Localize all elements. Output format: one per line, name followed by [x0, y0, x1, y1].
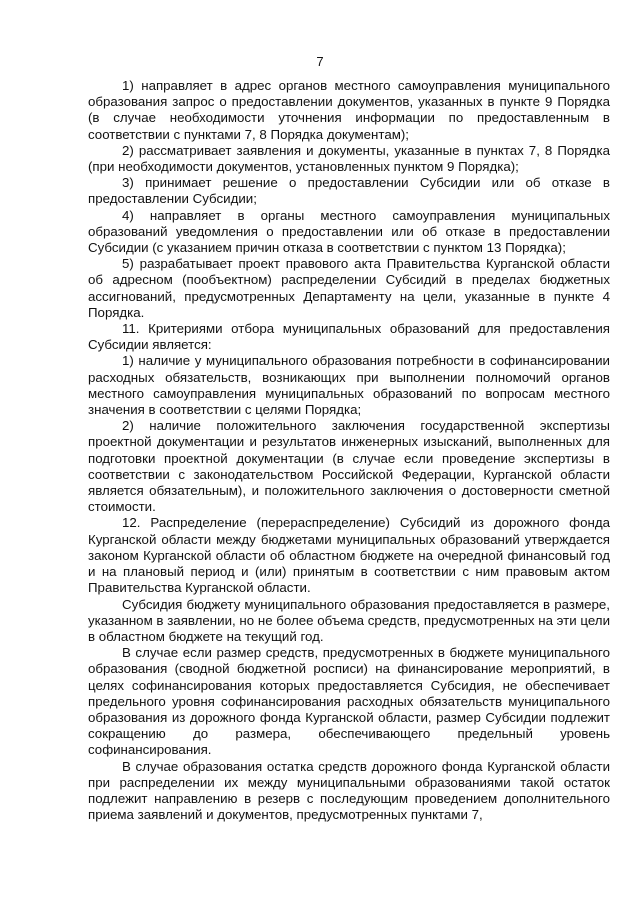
paragraph-11: 11. Критериями отбора муниципальных образований для предоставления Субсидии является: [88, 321, 610, 353]
paragraph-10-1: 1) направляет в адрес органов местного самоуправления муниципального образования запрос о предоставлении документов, указанных в пункте 9 Порядка (в случае необходимости уточнения информации по предоставленным в соответствии с пунктами 7, 8 Порядка документам); [88, 78, 610, 142]
paragraph-10-2: 2) рассматривает заявления и документы, указанные в пунктах 7, 8 Порядка (при необходимости документов, установленных пунктом 9 Порядка); [88, 142, 610, 175]
page-number: 7 [316, 54, 324, 69]
paragraph-10-5: 5) разрабатывает проект правового акта Правительства Курганской области об адресном (пообъектном) распределении Субсидий в пределах бюджетных ассигнований, предусмотренных Департаменту на цели, указанные в пункте 4 Порядка. [88, 256, 610, 320]
paragraph-12: 12. Распределение (перераспределение) Субсидий из дорожного фонда Курганской области между бюджетами муниципальных образований утверждается законом Курганской области об областном бюджете на очередной финансовый год и на плановый период и (или) принятым в соответствии с ним правовым актом Правительства Курганской области. [88, 515, 610, 596]
paragraph-11-1: 1) наличие у муниципального образования потребности в софинансировании расходных обязательств, возникающих при выполнении полномочий органов местного самоуправления муниципальных образований по вопросам местного значения в соответствии с целями Порядка; [88, 353, 610, 418]
paragraph-12-remainder: В случае образования остатка средств дорожного фонда Курганской области при распределении их между муниципальными образованиями такой остаток подлежит направлению в резерв с последующим проведением дополнительного приема заявлений и документов, предусмотренных пунктами 7, [88, 758, 610, 823]
document-body [88, 78, 610, 823]
paragraph-10-4: 4) направляет в органы местного самоуправления муниципальных образований уведомления о предоставлении или об отказе в предоставлении Субсидии (с указанием причин отказа в соответствии с пунктом 13 Порядка); [88, 207, 610, 256]
paragraph-12-reduction: В случае если размер средств, предусмотренных в бюджете муниципального образования (сводной бюджетной росписи) на финансирование мероприятий, в целях софинансирования которых предоставляется Субсидия, не обеспечивает предельного уровня софинансирования расходных обязательств муниципального образования из дорожного фонда Курганской области, размер Субсидии подлежит сокращению до размера, обеспечивающего предельный уровень софинансирования. [88, 645, 610, 758]
paragraph-12-subsidy-amount: Субсидия бюджету муниципального образования предоставляется в размере, указанном в заявлении, но не более объема средств, предусмотренных на эти цели в областном бюджете на текущий год. [88, 596, 610, 644]
paragraph-11-2: 2) наличие положительного заключения государственной экспертизы проектной документации и результатов инженерных изысканий, выполненных для подготовки проектной документации (в случае если проведение экспертизы в соответствии с законодательством Российской Федерации, Курганской области является обязательным), и положительного заключения о достоверности сметной стоимости. [88, 418, 610, 515]
paragraph-10-3: 3) принимает решение о предоставлении Субсидии или об отказе в предоставлении Субсидии; [88, 175, 610, 207]
